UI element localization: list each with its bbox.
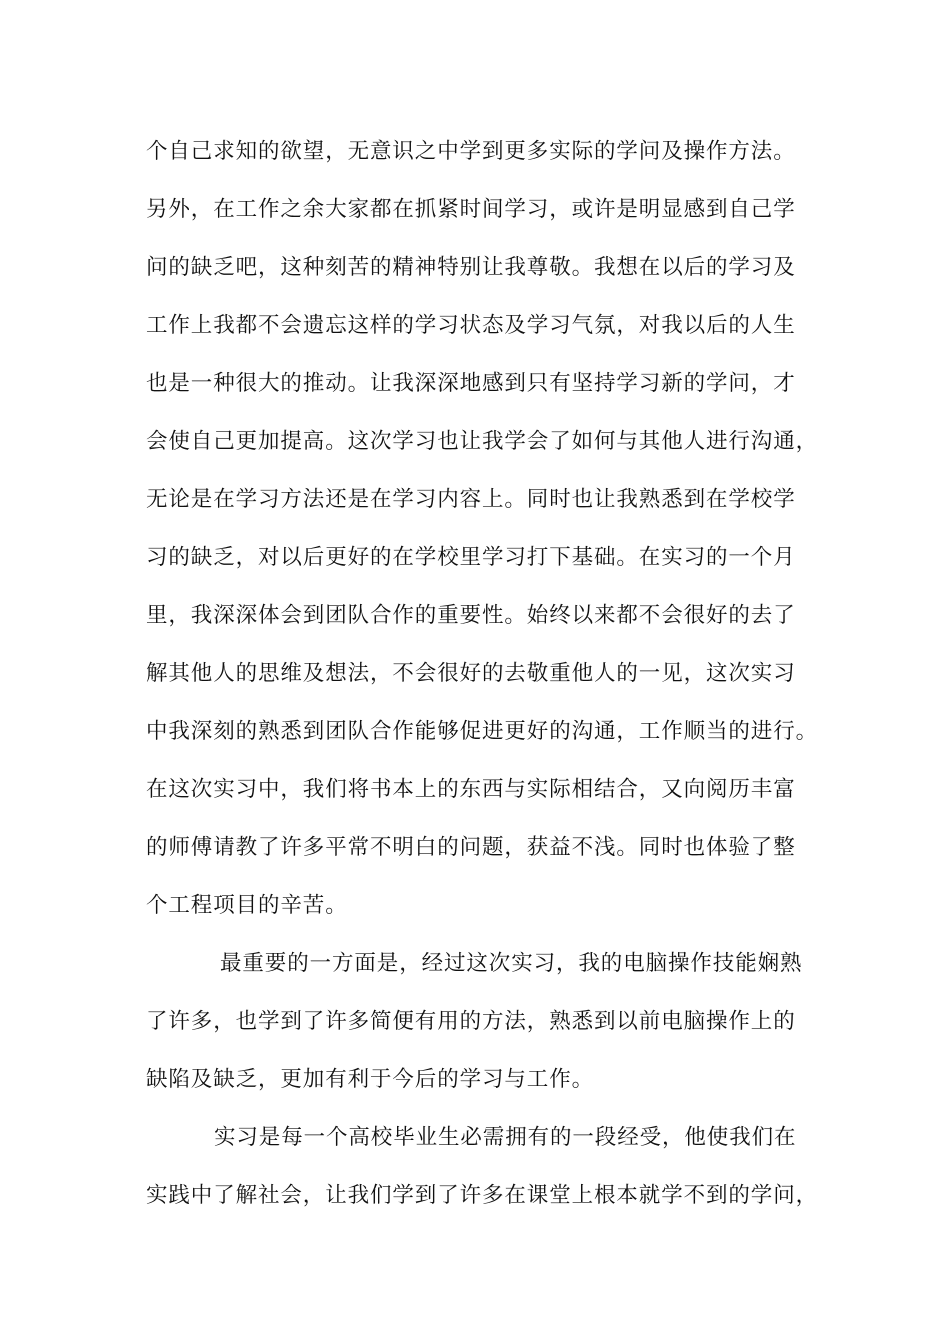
text-line: 会使自己更加提高。这次学习也让我学会了如何与其他人进行沟通， xyxy=(146,429,819,454)
text-line: 个工程项目的辛苦。 xyxy=(146,893,348,918)
text-line: 在这次实习中，我们将书本上的东西与实际相结合，又向阅历丰富 xyxy=(146,777,796,802)
text-line: 的师傅请教了许多平常不明白的问题，获益不浅。同时也体验了整 xyxy=(146,835,796,860)
text-line: 解其他人的思维及想法，不会很好的去敬重他人的一见，这次实习 xyxy=(146,661,796,686)
text-line: 缺陷及缺乏，更加有利于今后的学习与工作。 xyxy=(146,1067,595,1092)
text-line: 问的缺乏吧，这种刻苦的精神特别让我尊敬。我想在以后的学习及 xyxy=(146,255,796,280)
text-line: 最重要的一方面是，经过这次实习，我的电脑操作技能娴熟 xyxy=(220,951,803,976)
text-line: 无论是在学习方法还是在学习内容上。同时也让我熟悉到在学校学 xyxy=(146,487,796,512)
text-line: 另外，在工作之余大家都在抓紧时间学习，或许是明显感到自己学 xyxy=(146,197,796,222)
text-line: 工作上我都不会遗忘这样的学习状态及学习气氛，对我以后的人生 xyxy=(146,313,796,338)
text-line: 个自己求知的欲望，无意识之中学到更多实际的学问及操作方法。 xyxy=(146,139,796,164)
text-line: 实习是每一个高校毕业生必需拥有的一段经受，他使我们在 xyxy=(214,1125,797,1150)
text-line: 里，我深深体会到团队合作的重要性。始终以来都不会很好的去了 xyxy=(146,603,796,628)
text-line: 了许多，也学到了许多简便有用的方法，熟悉到以前电脑操作上的 xyxy=(146,1009,796,1034)
text-line: 实践中了解社会，让我们学到了许多在课堂上根本就学不到的学问， xyxy=(146,1183,819,1208)
text-line: 习的缺乏，对以后更好的在学校里学习打下基础。在实习的一个月 xyxy=(146,545,796,570)
text-line: 也是一种很大的推动。让我深深地感到只有坚持学习新的学问，才 xyxy=(146,371,796,396)
text-line: 中我深刻的熟悉到团队合作能够促进更好的沟通，工作顺当的进行。 xyxy=(146,719,819,744)
